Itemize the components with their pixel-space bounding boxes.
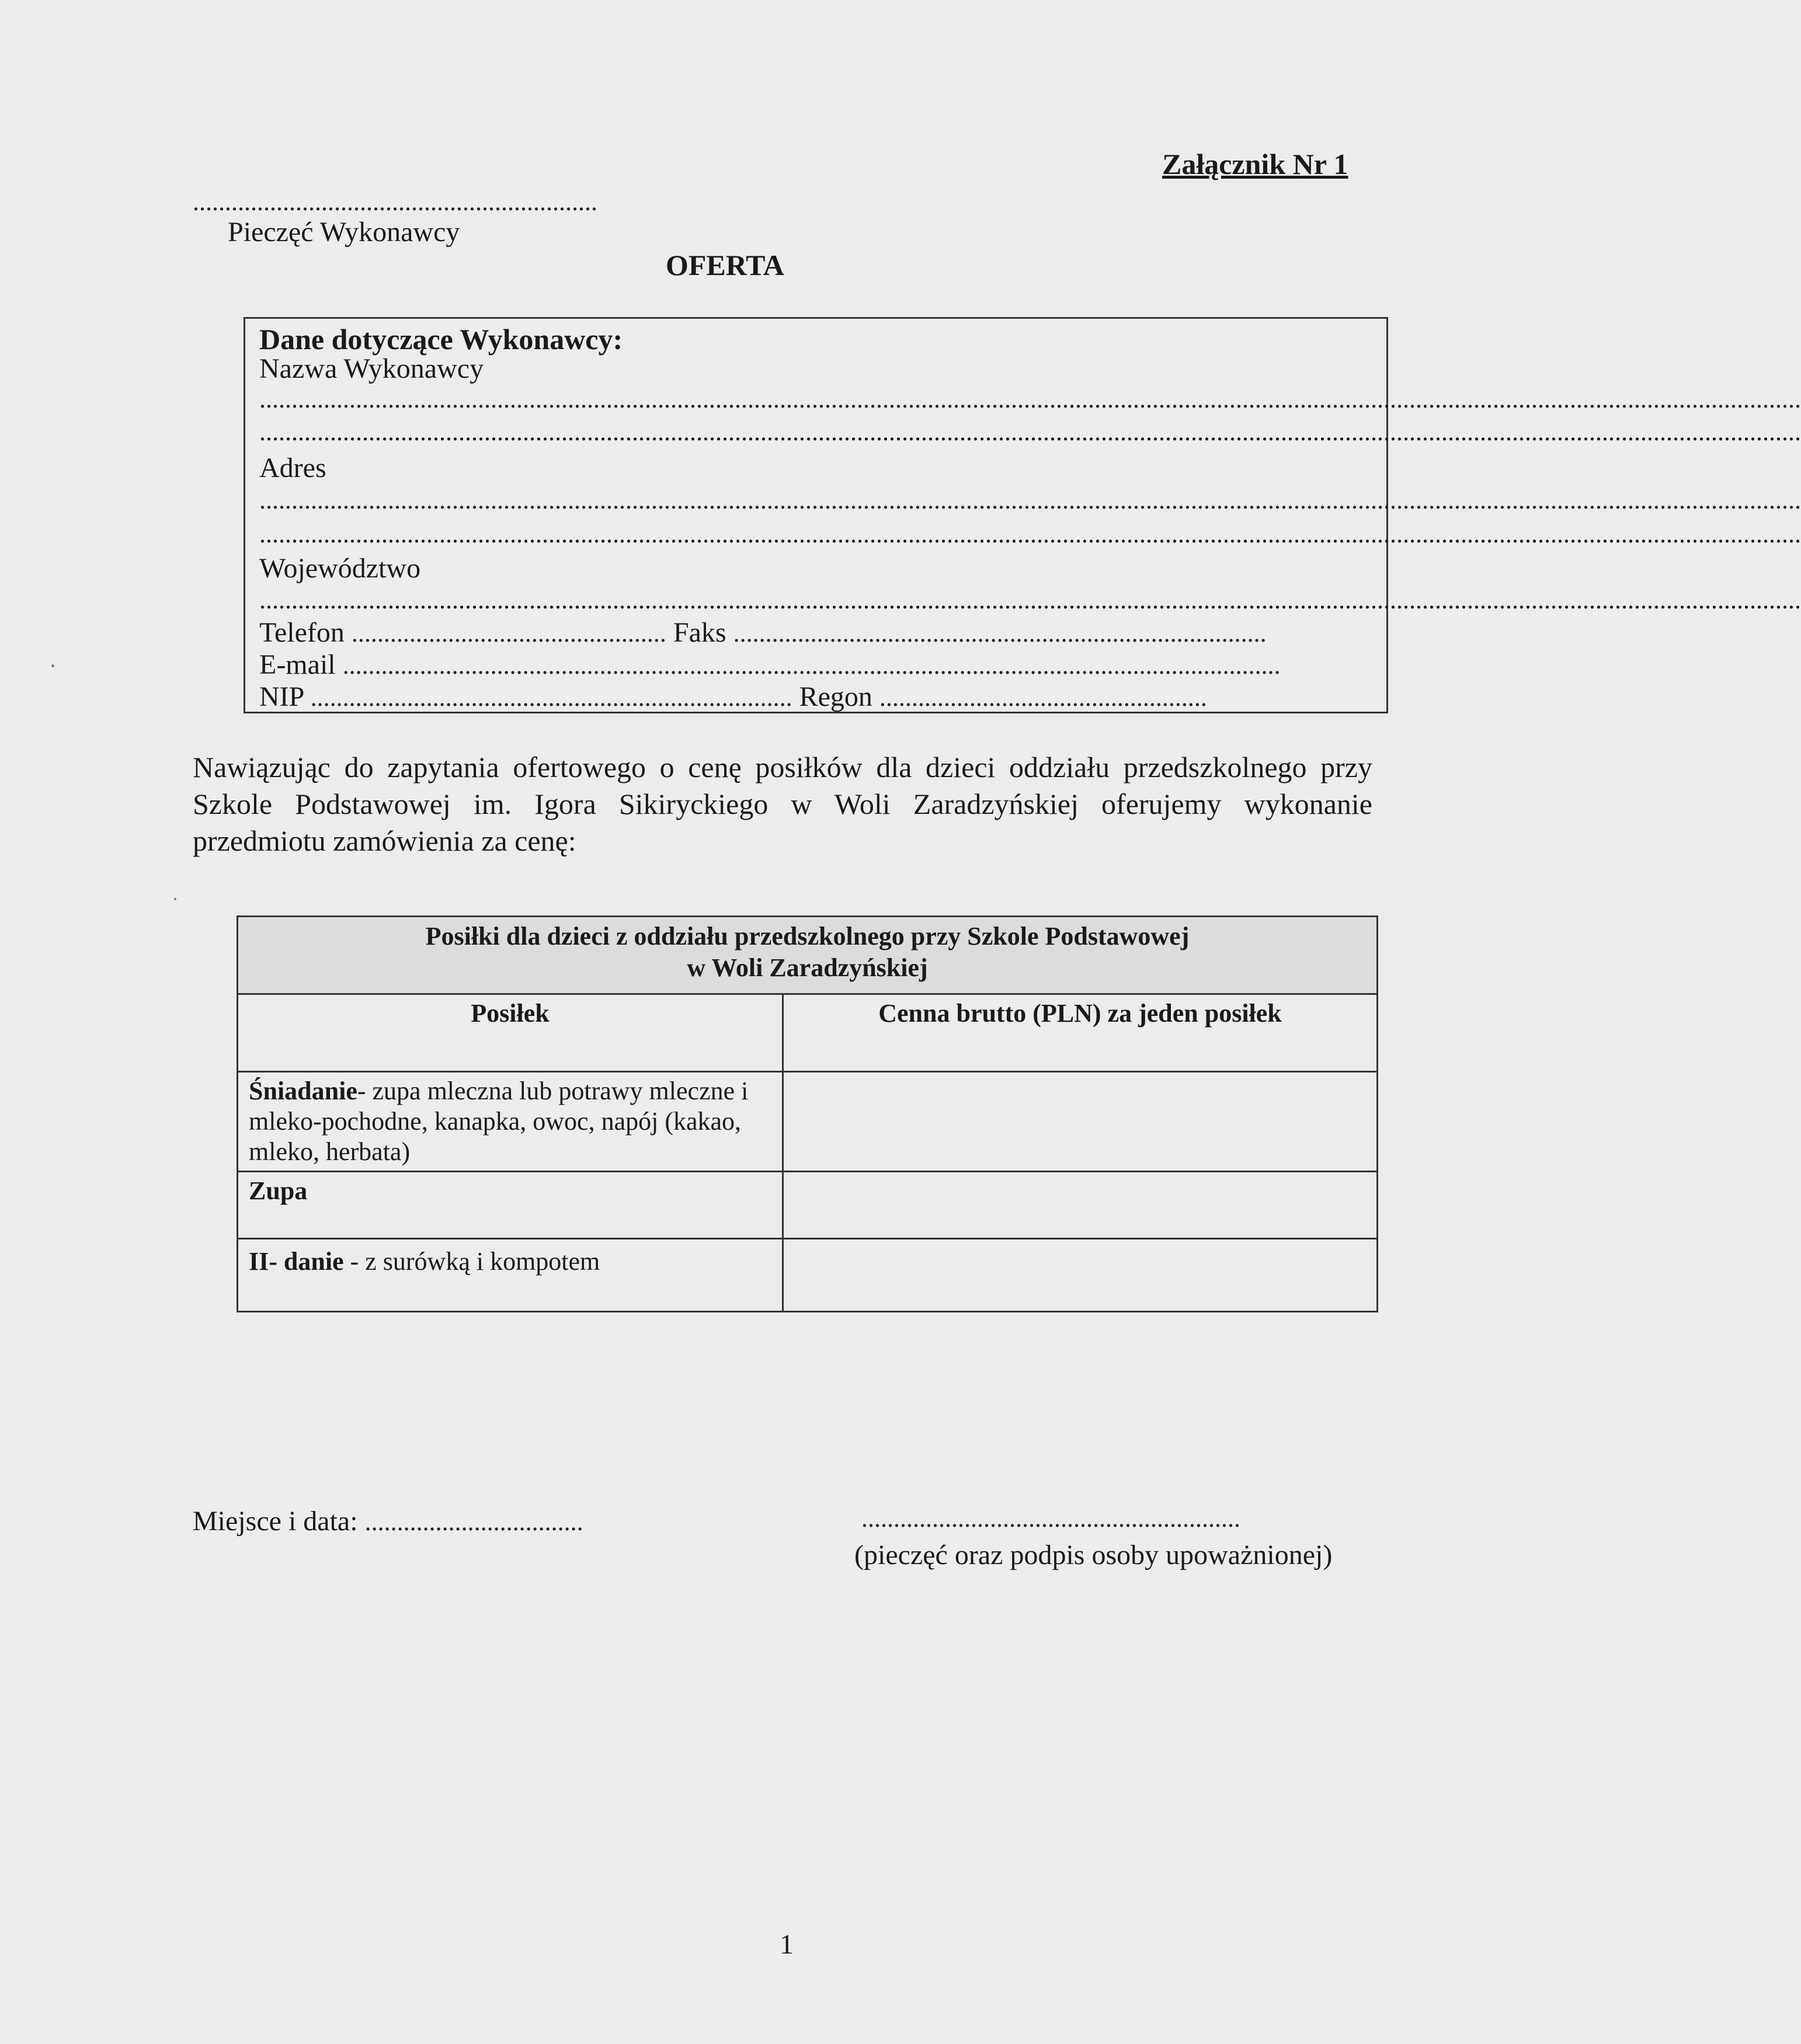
meal-cell (238, 1072, 783, 1172)
contractor-name-field-2[interactable]: ................................................................................................................................................................................................................................................ (259, 417, 1801, 446)
price-cell[interactable] (783, 1239, 1378, 1312)
stamp-label: Pieczęć Wykonawcy (228, 217, 460, 248)
place-date-field[interactable]: .................................. (364, 1507, 583, 1536)
price-table (237, 915, 1378, 1312)
nip-regon-row (259, 681, 1207, 713)
scan-speck (51, 664, 54, 667)
scan-speck (174, 898, 176, 900)
phone-fax-row (259, 617, 1267, 649)
address-label: Adres (259, 452, 326, 483)
contractor-name-field-1[interactable]: ................................................................................................................................................................................................................................................ (259, 385, 1801, 413)
signature-dotted-line[interactable]: ........................................................... (861, 1504, 1240, 1533)
contractor-heading: Dane dotyczące Wykonawcy: (259, 323, 623, 356)
table-row (238, 1172, 1378, 1239)
meal-name: Zupa (249, 1176, 308, 1205)
stamp-dotted-line: ............................................................... (193, 187, 597, 216)
email-label: E-mail (259, 649, 336, 680)
meal-name: II- danie (249, 1247, 344, 1276)
meal-name: Śniadanie (249, 1077, 357, 1105)
nip-field[interactable]: ........................................................................... (310, 683, 792, 712)
regon-field[interactable]: ................................................... (879, 683, 1207, 712)
nip-label: NIP (259, 681, 304, 712)
meal-cell (238, 1172, 783, 1239)
voivodeship-field[interactable]: ................................................................................................................................................................................................................................................ (259, 586, 1801, 614)
table-row (238, 1072, 1378, 1172)
address-field-2[interactable]: ................................................................................................................................................................................................................................................ (259, 520, 1801, 548)
table-row (238, 1239, 1378, 1312)
meal-description: - z surówką i kompotem (343, 1247, 600, 1276)
column-header-meal: Posiłek (238, 994, 783, 1072)
fax-label: Faks (673, 617, 726, 648)
table-caption-line-2: w Woli Zaradzyńskiej (687, 953, 928, 982)
price-cell[interactable] (783, 1172, 1378, 1239)
phone-field[interactable]: ................................................. (351, 619, 666, 647)
intro-paragraph: Nawiązując do zapytania ofertowego o cenę posiłków dla dzieci oddziału przedszkolnego przy Szkole Podstawowej im. Igora Sikiryckiego w Woli Zaradzyńskiej oferujemy wykonanie przedmiotu zamówienia za cenę: (193, 751, 1372, 857)
table-caption-line-1: Posiłki dla dzieci z oddziału przedszkolnego przy Szkole Podstawowej (425, 922, 1190, 950)
voivodeship-label: Województwo (259, 553, 421, 584)
email-field[interactable]: .................................................................................................................................................. (342, 651, 1281, 680)
contractor-name-label: Nazwa Wykonawcy (259, 353, 484, 384)
document-title: OFERTA (666, 249, 784, 281)
regon-label: Regon (799, 681, 872, 712)
attachment-label: Załącznik Nr 1 (1162, 148, 1348, 180)
price-cell[interactable] (783, 1072, 1378, 1172)
place-date-row (193, 1505, 583, 1537)
contractor-data-box (244, 317, 1801, 713)
fax-field[interactable]: ................................................................................... (733, 619, 1267, 647)
phone-label: Telefon (259, 617, 345, 648)
column-header-price: Cenna brutto (PLN) za jeden posiłek (783, 994, 1378, 1072)
meal-description: - zupa mleczna lub potrawy mleczne i mleko-pochodne, kanapka, owoc, napój (kakao, mleko, herbata) (249, 1077, 749, 1166)
place-date-label: Miejsce i data: (193, 1506, 358, 1537)
address-field-1[interactable]: ................................................................................................................................................................................................................................................ (259, 486, 1801, 514)
meal-cell (238, 1239, 783, 1312)
table-caption (238, 917, 1378, 994)
signature-label: (pieczęć oraz podpis osoby upoważnionej) (854, 1540, 1333, 1571)
email-row (259, 649, 1281, 681)
page-number: 1 (780, 1929, 794, 1960)
